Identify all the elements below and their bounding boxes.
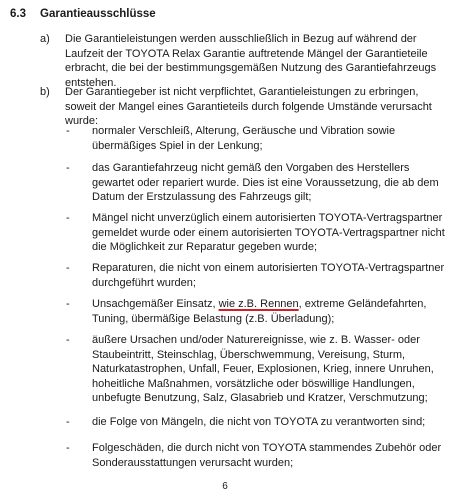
list-item [66,333,446,406]
list-item [66,415,446,430]
paragraph-text: Der Garantiegeber ist nicht verpflichtet, Garantieleistungen zu erbringen, soweit der Mangel eines Garantieteils durch folgende Umstände verursacht wurde: [65,86,432,127]
list-item-text: Mängel nicht unverzüglich einem autorisierten TOYOTA-Vertragspartner gemeldet wurde oder einem autorisierten TOYOTA-Vertragspartner nicht die Möglichkeit zur Reparatur gegeben wurde; [92,212,445,253]
section-number: 6.3 [10,8,26,20]
section-title: Garantieausschlüsse [40,8,156,20]
paragraph-label: b) [40,86,50,98]
list-item-text: Folgeschäden, die durch nicht von TOYOTA stammendes Zubehör oder Sonderausstattungen verursacht wurden; [92,442,442,469]
list-dash: - [66,162,70,174]
paragraph-text: Die Garantieleistungen werden ausschließlich in Bezug auf während der Laufzeit der TOYOTA Relax Garantie auftretende Mängel der Garantieteile erbracht, die bei der bestimmungsgemäßen Nutzung des Garantiefahrzeugs entstehen. [65,33,437,89]
list-dash: - [66,334,70,346]
list-item-text: Unsachgemäßer Einsatz, wie z.B. Rennen, extreme Geländefahrten, Tuning, übermäßige Belastung (z.B. Überladung); [92,298,427,325]
list-item [66,441,446,470]
list-item [66,261,446,290]
section-heading [10,7,156,22]
paragraph-a [40,32,440,90]
list-item [66,211,446,255]
page-number: 6 [222,481,228,492]
list-item [66,297,446,326]
list-item-text: das Garantiefahrzeug nicht gemäß den Vorgaben des Herstellers gewartet oder repariert wurde. Dies ist eine Voraussetzung, die ab dem Datum der Erstzulassung des Fahrzeugs gilt; [92,162,439,203]
list-dash: - [66,212,70,224]
highlighted-text: wie z.B. Rennen [218,298,299,310]
list-dash: - [66,125,70,137]
list-item-text: äußere Ursachen und/oder Naturereignisse, wie z. B. Wasser- oder Staubeintritt, Steinschlag, Überschwemmung, Vereisung, Sturm, Naturkatastrophen, Unfall, Feuer, Explosionen, Krieg, innere Unruhen, hoheitliche Maßnahmen, vorsätzliche oder böswillige Handlungen, unbefugte Benutzung, Salz, Glasabrieb und Kratzer, Verschmutzung; [92,334,434,404]
list-dash: - [66,298,70,310]
list-item-text: die Folge von Mängeln, die nicht von TOYOTA zu verantworten sind; [92,416,426,428]
list-item-text: normaler Verschleiß, Alterung, Geräusche und Vibration sowie übermäßiges Spiel in der Lenkung; [92,125,396,152]
paragraph-b [40,85,440,129]
paragraph-label: a) [40,33,50,45]
list-item-text: Reparaturen, die nicht von einem autorisierten TOYOTA-Vertragspartner durchgeführt wurden; [92,262,445,289]
list-item [66,161,446,205]
list-item [66,124,446,153]
list-dash: - [66,442,70,454]
list-dash: - [66,416,70,428]
list-dash: - [66,262,70,274]
